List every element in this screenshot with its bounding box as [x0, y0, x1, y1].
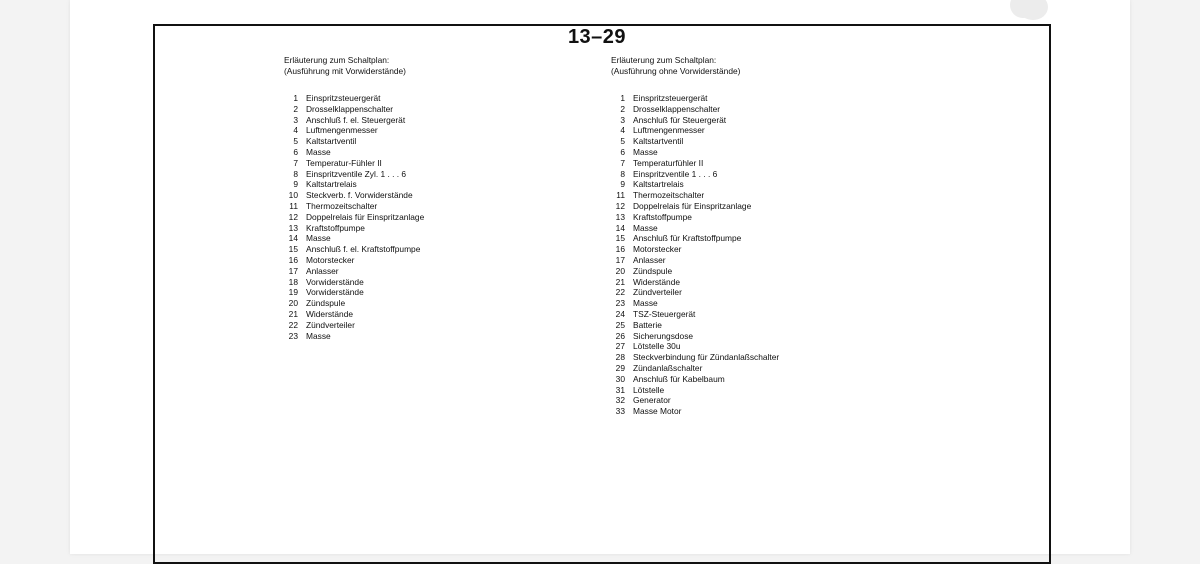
- legend-item-label: Masse: [306, 146, 331, 157]
- legend-item: [284, 212, 424, 223]
- legend-item-label: Temperaturfühler II: [633, 157, 704, 168]
- legend-item: [611, 223, 779, 234]
- legend-item-label: Kaltstartventil: [306, 136, 357, 147]
- legend-item-number: 8: [293, 168, 298, 179]
- legend-item-number: 17: [615, 254, 625, 265]
- legend-item: [611, 115, 779, 126]
- legend-item-label: Anlasser: [306, 265, 339, 276]
- legend-item: [284, 277, 424, 288]
- legend-item-label: Anschluß f. el. Steuergerät: [306, 114, 406, 125]
- legend-item-label: Drosselklappenschalter: [306, 103, 394, 114]
- legend-item-label: Thermozeitschalter: [306, 200, 378, 211]
- legend-item-label: Kaltstartrelais: [306, 179, 357, 190]
- legend-item-label: Sicherungsdose: [633, 330, 694, 341]
- legend-item-label: Thermozeitschalter: [633, 190, 705, 201]
- legend-item: [611, 179, 779, 190]
- legend-item: [611, 352, 779, 363]
- legend-item: [611, 93, 779, 104]
- legend-item-number: 13: [288, 222, 298, 233]
- legend-item-number: 14: [615, 222, 625, 233]
- legend-item-label: Masse: [633, 222, 658, 233]
- legend-item-number: 31: [615, 384, 625, 395]
- legend-item-number: 1: [620, 93, 625, 103]
- legend-item-number: 6: [293, 146, 298, 157]
- legend-item: [611, 190, 779, 201]
- legend-item: [611, 331, 779, 342]
- legend-item-label: Lötstelle 30u: [633, 341, 681, 352]
- legend-item-label: Zündanlaßschalter: [633, 362, 703, 373]
- legend-item-number: 21: [615, 276, 625, 287]
- legend-item-label: Masse: [633, 298, 658, 309]
- legend-item-label: Luftmengenmesser: [633, 125, 705, 136]
- legend-item-number: 10: [288, 190, 298, 201]
- legend-item-number: 15: [615, 233, 625, 244]
- legend-item: [284, 331, 424, 342]
- legend-item: [284, 169, 424, 180]
- legend-item: [284, 320, 424, 331]
- legend-item: [284, 190, 424, 201]
- legend-item-number: 4: [620, 125, 625, 136]
- legend-right-heading-1: Erläuterung zum Schaltplan:: [611, 55, 717, 65]
- legend-item-label: Einspritzsteuergerät: [633, 93, 708, 103]
- legend-item-label: Generator: [633, 395, 671, 406]
- legend-item-label: Drosselklappenschalter: [633, 103, 721, 114]
- legend-item-label: Anschluß f. el. Kraftstoffpumpe: [306, 244, 421, 255]
- legend-item-label: Doppelrelais für Einspritzanlage: [306, 211, 425, 222]
- legend-item-label: Kaltstartrelais: [633, 179, 684, 190]
- legend-item-number: 18: [288, 276, 298, 287]
- legend-item-label: Einspritzventile 1 . . . 6: [633, 168, 718, 179]
- legend-item-number: 20: [615, 265, 625, 276]
- legend-item-label: Luftmengenmesser: [306, 125, 378, 136]
- page-number: 13–29: [567, 26, 627, 48]
- legend-item: [611, 406, 779, 417]
- legend-left-list: [284, 93, 424, 341]
- legend-right: [611, 55, 779, 417]
- legend-item: [611, 309, 779, 320]
- legend-item-label: Zündverteiler: [633, 287, 682, 298]
- legend-item-label: Anschluß für Kabelbaum: [633, 373, 725, 384]
- legend-item-label: Masse: [633, 146, 658, 157]
- legend-item-number: 23: [615, 298, 625, 309]
- legend-item: [284, 136, 424, 147]
- legend-item: [611, 385, 779, 396]
- legend-item: [284, 287, 424, 298]
- legend-item-number: 2: [620, 103, 625, 114]
- legend-item-label: Anlasser: [633, 254, 666, 265]
- legend-item: [611, 255, 779, 266]
- legend-item-label: Kaltstartventil: [633, 136, 684, 147]
- legend-item: [284, 266, 424, 277]
- legend-left-heading-2: (Ausführung mit Vorwiderstände): [284, 66, 406, 76]
- legend-item-number: 30: [615, 373, 625, 384]
- legend-item-number: 8: [620, 168, 625, 179]
- legend-item-label: Doppelrelais für Einspritzanlage: [633, 200, 752, 211]
- legend-item-number: 28: [615, 352, 625, 363]
- legend-item-label: Masse: [306, 330, 331, 341]
- legend-item: [284, 255, 424, 266]
- legend-item-label: Einspritzsteuergerät: [306, 93, 381, 103]
- legend-item: [284, 309, 424, 320]
- legend-item-number: 14: [288, 233, 298, 244]
- legend-item: [284, 147, 424, 158]
- legend-item-number: 7: [293, 157, 298, 168]
- legend-item-label: Masse Motor: [633, 406, 682, 417]
- legend-item-number: 23: [288, 330, 298, 341]
- legend-item: [284, 125, 424, 136]
- legend-item: [284, 158, 424, 169]
- legend-item: [611, 266, 779, 277]
- legend-item-label: Masse: [306, 233, 331, 244]
- legend-item-number: 21: [288, 308, 298, 319]
- legend-item-number: 2: [293, 103, 298, 114]
- legend-item: [611, 320, 779, 331]
- legend-item-number: 3: [620, 114, 625, 125]
- legend-item: [611, 395, 779, 406]
- legend-item-label: Anschluß für Kraftstoffpumpe: [633, 233, 742, 244]
- legend-item-number: 13: [615, 211, 625, 222]
- legend-item: [284, 244, 424, 255]
- legend-item-number: 16: [288, 254, 298, 265]
- legend-item-label: Widerstände: [306, 308, 354, 319]
- legend-item-number: 3: [293, 114, 298, 125]
- legend-item: [284, 115, 424, 126]
- legend-item: [611, 125, 779, 136]
- legend-item-number: 22: [288, 319, 298, 330]
- legend-item-number: 5: [293, 136, 298, 147]
- legend-item: [611, 136, 779, 147]
- legend-item-number: 32: [615, 395, 625, 406]
- legend-item-number: 33: [615, 406, 625, 417]
- legend-item-number: 29: [615, 362, 625, 373]
- legend-item-number: 26: [615, 330, 625, 341]
- legend-item-number: 27: [615, 341, 625, 352]
- legend-item-label: Zündspule: [306, 298, 346, 309]
- legend-item-label: Anschluß für Steuergerät: [633, 114, 727, 125]
- page-corner-mark-2: [1018, 0, 1048, 20]
- legend-item: [611, 341, 779, 352]
- legend-item: [611, 201, 779, 212]
- legend-item-number: 19: [288, 287, 298, 298]
- legend-item: [284, 233, 424, 244]
- legend-item-label: Vorwiderstände: [306, 287, 364, 298]
- legend-item-number: 7: [620, 157, 625, 168]
- legend-item-label: Temperatur-Fühler II: [306, 157, 382, 168]
- legend-left: [284, 55, 424, 341]
- legend-item: [611, 374, 779, 385]
- legend-item-label: TSZ-Steuergerät: [633, 308, 696, 319]
- legend-item-label: Kraftstoffpumpe: [306, 222, 365, 233]
- legend-item: [611, 233, 779, 244]
- legend-item-label: Motorstecker: [306, 254, 355, 265]
- legend-item: [611, 363, 779, 374]
- legend-item: [284, 179, 424, 190]
- legend-item-label: Motorstecker: [633, 244, 682, 255]
- legend-item-label: Zündverteiler: [306, 319, 355, 330]
- legend-item-number: 25: [615, 319, 625, 330]
- legend-item-label: Batterie: [633, 319, 662, 330]
- legend-item-label: Widerstände: [633, 276, 681, 287]
- legend-item-number: 16: [615, 244, 625, 255]
- legend-item-label: Kraftstoffpumpe: [633, 211, 692, 222]
- legend-item-number: 22: [615, 287, 625, 298]
- legend-item: [284, 223, 424, 234]
- legend-item: [284, 104, 424, 115]
- legend-item: [284, 298, 424, 309]
- legend-item-label: Steckverbindung für Zündanlaßschalter: [633, 352, 780, 363]
- legend-item-number: 5: [620, 136, 625, 147]
- legend-item: [611, 104, 779, 115]
- legend-item-number: 17: [288, 265, 298, 276]
- legend-item: [611, 298, 779, 309]
- legend-item: [284, 201, 424, 212]
- legend-left-heading-1: Erläuterung zum Schaltplan:: [284, 55, 390, 65]
- legend-item-number: 15: [288, 244, 298, 255]
- legend-item: [611, 158, 779, 169]
- legend-item: [611, 244, 779, 255]
- legend-item-number: 9: [620, 179, 625, 190]
- legend-item: [611, 212, 779, 223]
- legend-item-number: 1: [293, 93, 298, 103]
- legend-right-list: [611, 93, 779, 417]
- legend-item-label: Zündspule: [633, 265, 673, 276]
- legend-item-label: Vorwiderstände: [306, 276, 364, 287]
- legend-item-number: 24: [615, 308, 625, 319]
- legend-item-number: 9: [293, 179, 298, 190]
- legend-item-label: Lötstelle: [633, 384, 665, 395]
- legend-item: [284, 93, 424, 104]
- legend-item: [611, 287, 779, 298]
- legend-right-heading-2: (Ausführung ohne Vorwiderstände): [611, 66, 741, 76]
- legend-item-number: 12: [615, 200, 625, 211]
- legend-item-label: Steckverb. f. Vorwiderstände: [306, 190, 413, 201]
- legend-item-number: 20: [288, 298, 298, 309]
- legend-item-number: 4: [293, 125, 298, 136]
- legend-item-number: 11: [616, 190, 625, 201]
- legend-item: [611, 169, 779, 180]
- legend-item-number: 11: [289, 200, 298, 211]
- legend-item: [611, 147, 779, 158]
- legend-item-number: 12: [288, 211, 298, 222]
- legend-item-number: 6: [620, 146, 625, 157]
- legend-item-label: Einspritzventile Zyl. 1 . . . 6: [306, 168, 407, 179]
- legend-item: [611, 277, 779, 288]
